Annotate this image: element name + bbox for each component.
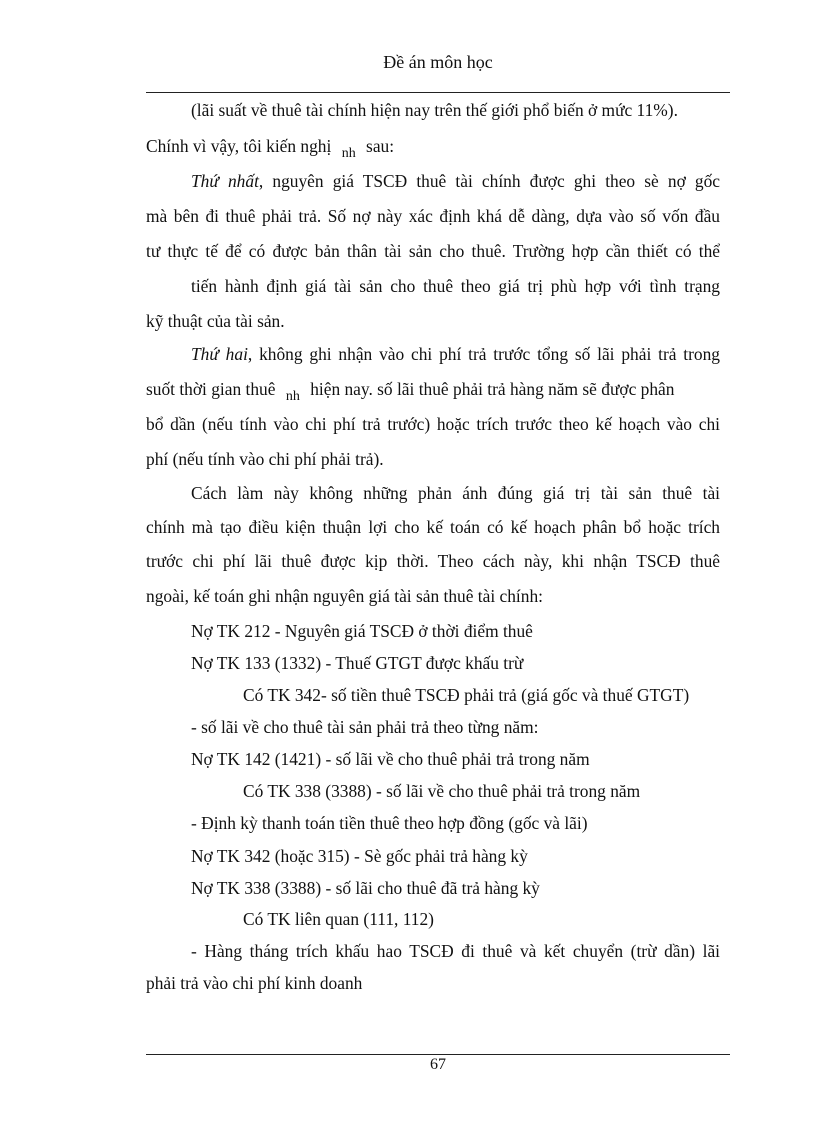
- footer-divider: [146, 1054, 730, 1055]
- text-line: ngoài, kế toán ghi nhận nguyên giá tài sản thuê tài chính:: [146, 586, 543, 606]
- text-line: bổ dần (nếu tính vào chi phí trả trước) hoặc trích trước theo kế hoạch vào chi: [146, 414, 720, 434]
- text-line: tiến hành định giá tài sản cho thuê theo giá trị phù hợp với tình trạng: [191, 276, 720, 296]
- header-divider: [146, 92, 730, 93]
- text-line: phải trả vào chi phí kinh doanh: [146, 973, 363, 993]
- journal-entry: Nợ TK 212 - Nguyên giá TSCĐ ở thời điểm thuê: [191, 621, 533, 641]
- text-fragment: Chính vì vậy, tôi kiến nghị: [146, 136, 332, 156]
- emphasis-second: Thứ hai: [191, 344, 248, 364]
- text-fragment: sau:: [366, 136, 395, 156]
- text-line: chính mà tạo điều kiện thuận lợi cho kế toán có kế hoạch phân bổ hoặc trích: [146, 517, 720, 537]
- journal-entry: - Định kỳ thanh toán tiền thuê theo hợp đồng (gốc và lãi): [191, 813, 588, 833]
- page-number: 67: [430, 1056, 446, 1073]
- journal-entry: Có TK liên quan (111, 112): [243, 909, 434, 929]
- journal-entry: - số lãi về cho thuê tài sản phải trả theo từng năm:: [191, 717, 539, 737]
- text-line: [146, 135, 720, 165]
- text-line: [191, 170, 720, 192]
- text-line: Cách làm này không những phản ánh đúng giá trị tài sản thuê tài: [191, 483, 720, 503]
- text-line: trước chi phí lãi thuê được kịp thời. Theo cách này, khi nhận TSCĐ thuê: [146, 551, 720, 571]
- text-line: phí (nếu tính vào chi phí phải trả).: [146, 449, 384, 469]
- text-fragment: suốt thời gian thuê: [146, 379, 276, 399]
- journal-entry: Có TK 342- số tiền thuê TSCĐ phải trả (giá gốc và thuế GTGT): [243, 685, 690, 705]
- text-line: mà bên đi thuê phải trả. Số nợ này xác định khá dễ dàng, dựa vào số vốn đầu: [146, 206, 720, 226]
- text-line: kỹ thuật của tài sản.: [146, 311, 285, 331]
- text-fragment: hiện nay. số lãi thuê phải trả hàng năm sẽ được phân: [310, 379, 675, 399]
- stray-fragment: nh: [285, 389, 300, 404]
- page-title: Đề án môn học: [383, 52, 493, 72]
- text-line: - Hàng tháng trích khấu hao TSCĐ đi thuê và kết chuyển (trừ dần) lãi: [191, 941, 720, 961]
- journal-entry: Nợ TK 338 (3388) - số lãi cho thuê đã trả hàng kỳ: [191, 878, 540, 898]
- journal-entry: Có TK 338 (3388) - số lãi về cho thuê phải trả trong năm: [243, 781, 641, 801]
- text-fragment: , nguyên giá TSCĐ thuê tài chính được ghi theo sè nợ gốc: [258, 171, 720, 191]
- journal-entry: Nợ TK 342 (hoặc 315) - Sè gốc phải trả hàng kỳ: [191, 846, 528, 866]
- text-line: [146, 378, 720, 408]
- emphasis-first: Thứ nhất: [191, 171, 259, 191]
- text-line: tư thực tế để có được bản thân tài sản cho thuê. Trường hợp cần thiết có thể: [146, 241, 720, 261]
- text-line: (lãi suất về thuê tài chính hiện nay trên thế giới phổ biến ở mức 11%).: [191, 100, 678, 120]
- stray-fragment: nh: [341, 146, 356, 161]
- journal-entry: Nợ TK 142 (1421) - số lãi về cho thuê phải trả trong năm: [191, 749, 590, 769]
- journal-entry: Nợ TK 133 (1332) - Thuế GTGT được khấu trừ: [191, 653, 524, 673]
- text-fragment: , không ghi nhận vào chi phí trả trước tổng số lãi phải trả trong: [247, 344, 720, 364]
- text-line: [191, 343, 720, 365]
